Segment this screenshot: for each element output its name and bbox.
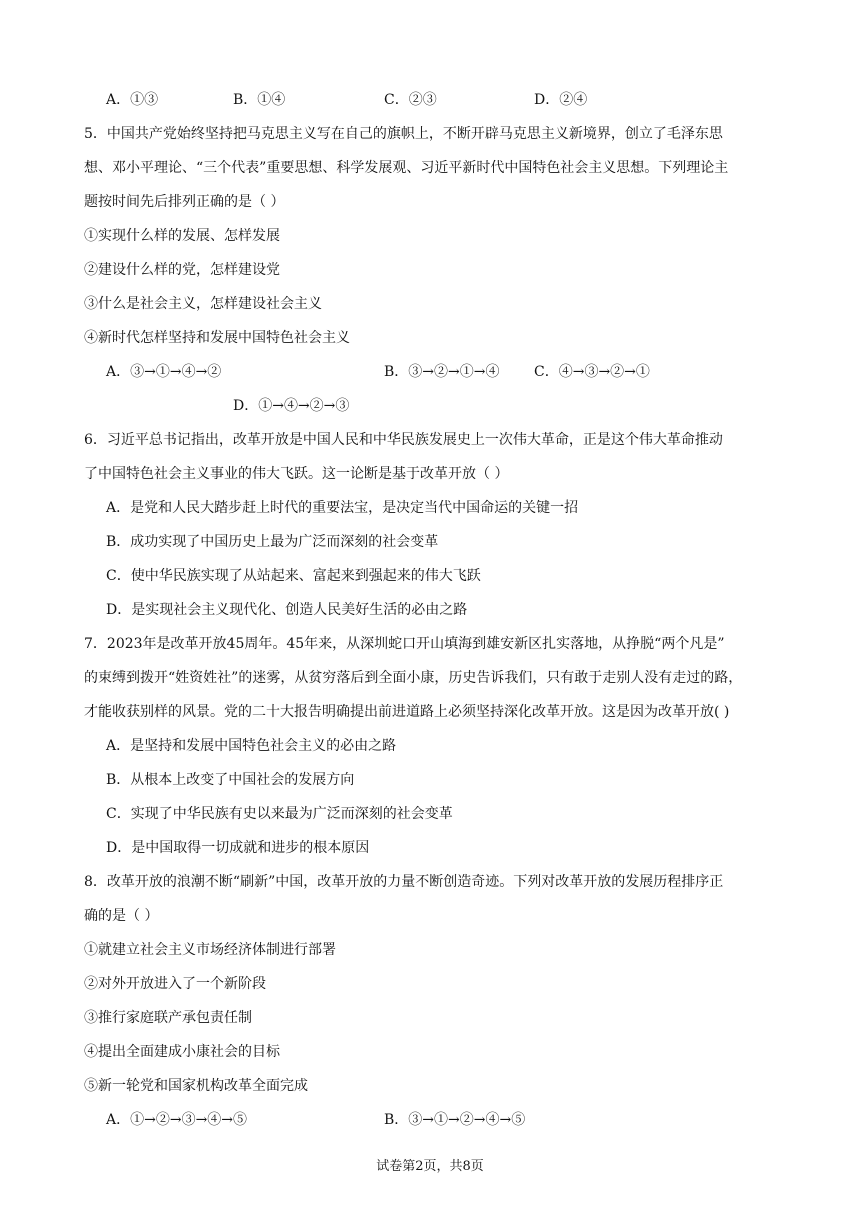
q5-option-a: A．③→①→④→② [106,364,222,380]
q4-option-b: B．①④ [233,92,286,108]
q8-item: ①就建立社会主义市场经济体制进行部署 [84,942,336,958]
q6-option-d: D．是实现社会主义现代化、创造人民美好生活的必由之路 [106,602,468,618]
q7-stem-line: 的束缚到拨开“姓资姓社”的迷雾，从贫穷落后到全面小康，历史告诉我们，只有敢于走别人没有走过的路， [84,670,743,686]
q8-stem-line: 确的是（ ） [84,908,159,924]
q5-item: ②建设什么样的党，怎样建设党 [84,262,280,278]
q5-option-c: C．④→③→②→① [534,364,650,380]
q7-option-c: C．实现了中华民族有史以来最为广泛而深刻的社会变革 [106,806,453,822]
q4-option-c: C．②③ [384,92,437,108]
q7-stem-line: 7．2023年是改革开放45周年。45年来，从深圳蛇口开山填海到雄安新区扎实落地，从挣脱“两个凡是” [84,636,725,652]
q8-stem-line: 8．改革开放的浪潮不断“刷新”中国，改革开放的力量不断创造奇迹。下列对改革开放的发展历程排序正 [84,874,724,890]
q8-item: ④提出全面建成小康社会的目标 [84,1044,280,1060]
q7-option-a: A．是坚持和发展中国特色社会主义的必由之路 [106,738,397,754]
q5-item: ④新时代怎样坚持和发展中国特色社会主义 [84,330,350,346]
q4-option-d: D．②④ [534,92,588,108]
q5-option-d: D．①→④→②→③ [233,398,350,414]
q6-stem-line: 6．习近平总书记指出，改革开放是中国人民和中华民族发展史上一次伟大革命，正是这个伟大革命推动 [84,432,723,448]
q8-item: ⑤新一轮党和国家机构改革全面完成 [84,1078,308,1094]
q5-option-b: B．③→②→①→④ [384,364,500,380]
q7-option-d: D．是中国取得一切成就和进步的根本原因 [106,840,370,856]
q6-option-c: C．使中华民族实现了从站起来、富起来到强起来的伟大飞跃 [106,568,481,584]
q7-stem-line: 才能收获别样的风景。党的二十大报告明确提出前进道路上必须坚持深化改革开放。这是因为改革开放( ) [84,704,730,720]
q5-stem-line: 想、邓小平理论、“三个代表”重要思想、科学发展观、习近平新时代中国特色社会主义思想。下列理论主 [84,160,729,176]
q5-item: ①实现什么样的发展、怎样发展 [84,228,280,244]
page-footer: 试卷第2页，共8页 [376,1159,484,1174]
q8-item: ③推行家庭联产承包责任制 [84,1010,252,1026]
q8-item: ②对外开放进入了一个新阶段 [84,976,266,992]
q8-option-b: B．③→①→②→④→⑤ [384,1112,526,1128]
q6-option-b: B．成功实现了中国历史上最为广泛而深刻的社会变革 [106,534,439,550]
q6-stem-line: 了中国特色社会主义事业的伟大飞跃。这一论断是基于改革开放（ ） [84,466,509,482]
q7-option-b: B．从根本上改变了中国社会的发展方向 [106,772,355,788]
q8-option-a: A．①→②→③→④→⑤ [106,1112,248,1128]
q5-item: ③什么是社会主义，怎样建设社会主义 [84,296,322,312]
q6-option-a: A．是党和人民大踏步赶上时代的重要法宝，是决定当代中国命运的关键一招 [106,500,579,516]
q5-stem-line: 题按时间先后排列正确的是（ ） [84,194,285,210]
q5-stem-line: 5．中国共产党始终坚持把马克思主义写在自己的旗帜上，不断开辟马克思主义新境界，创立了毛泽东思 [84,126,723,142]
q4-option-a: A．①③ [106,92,159,108]
